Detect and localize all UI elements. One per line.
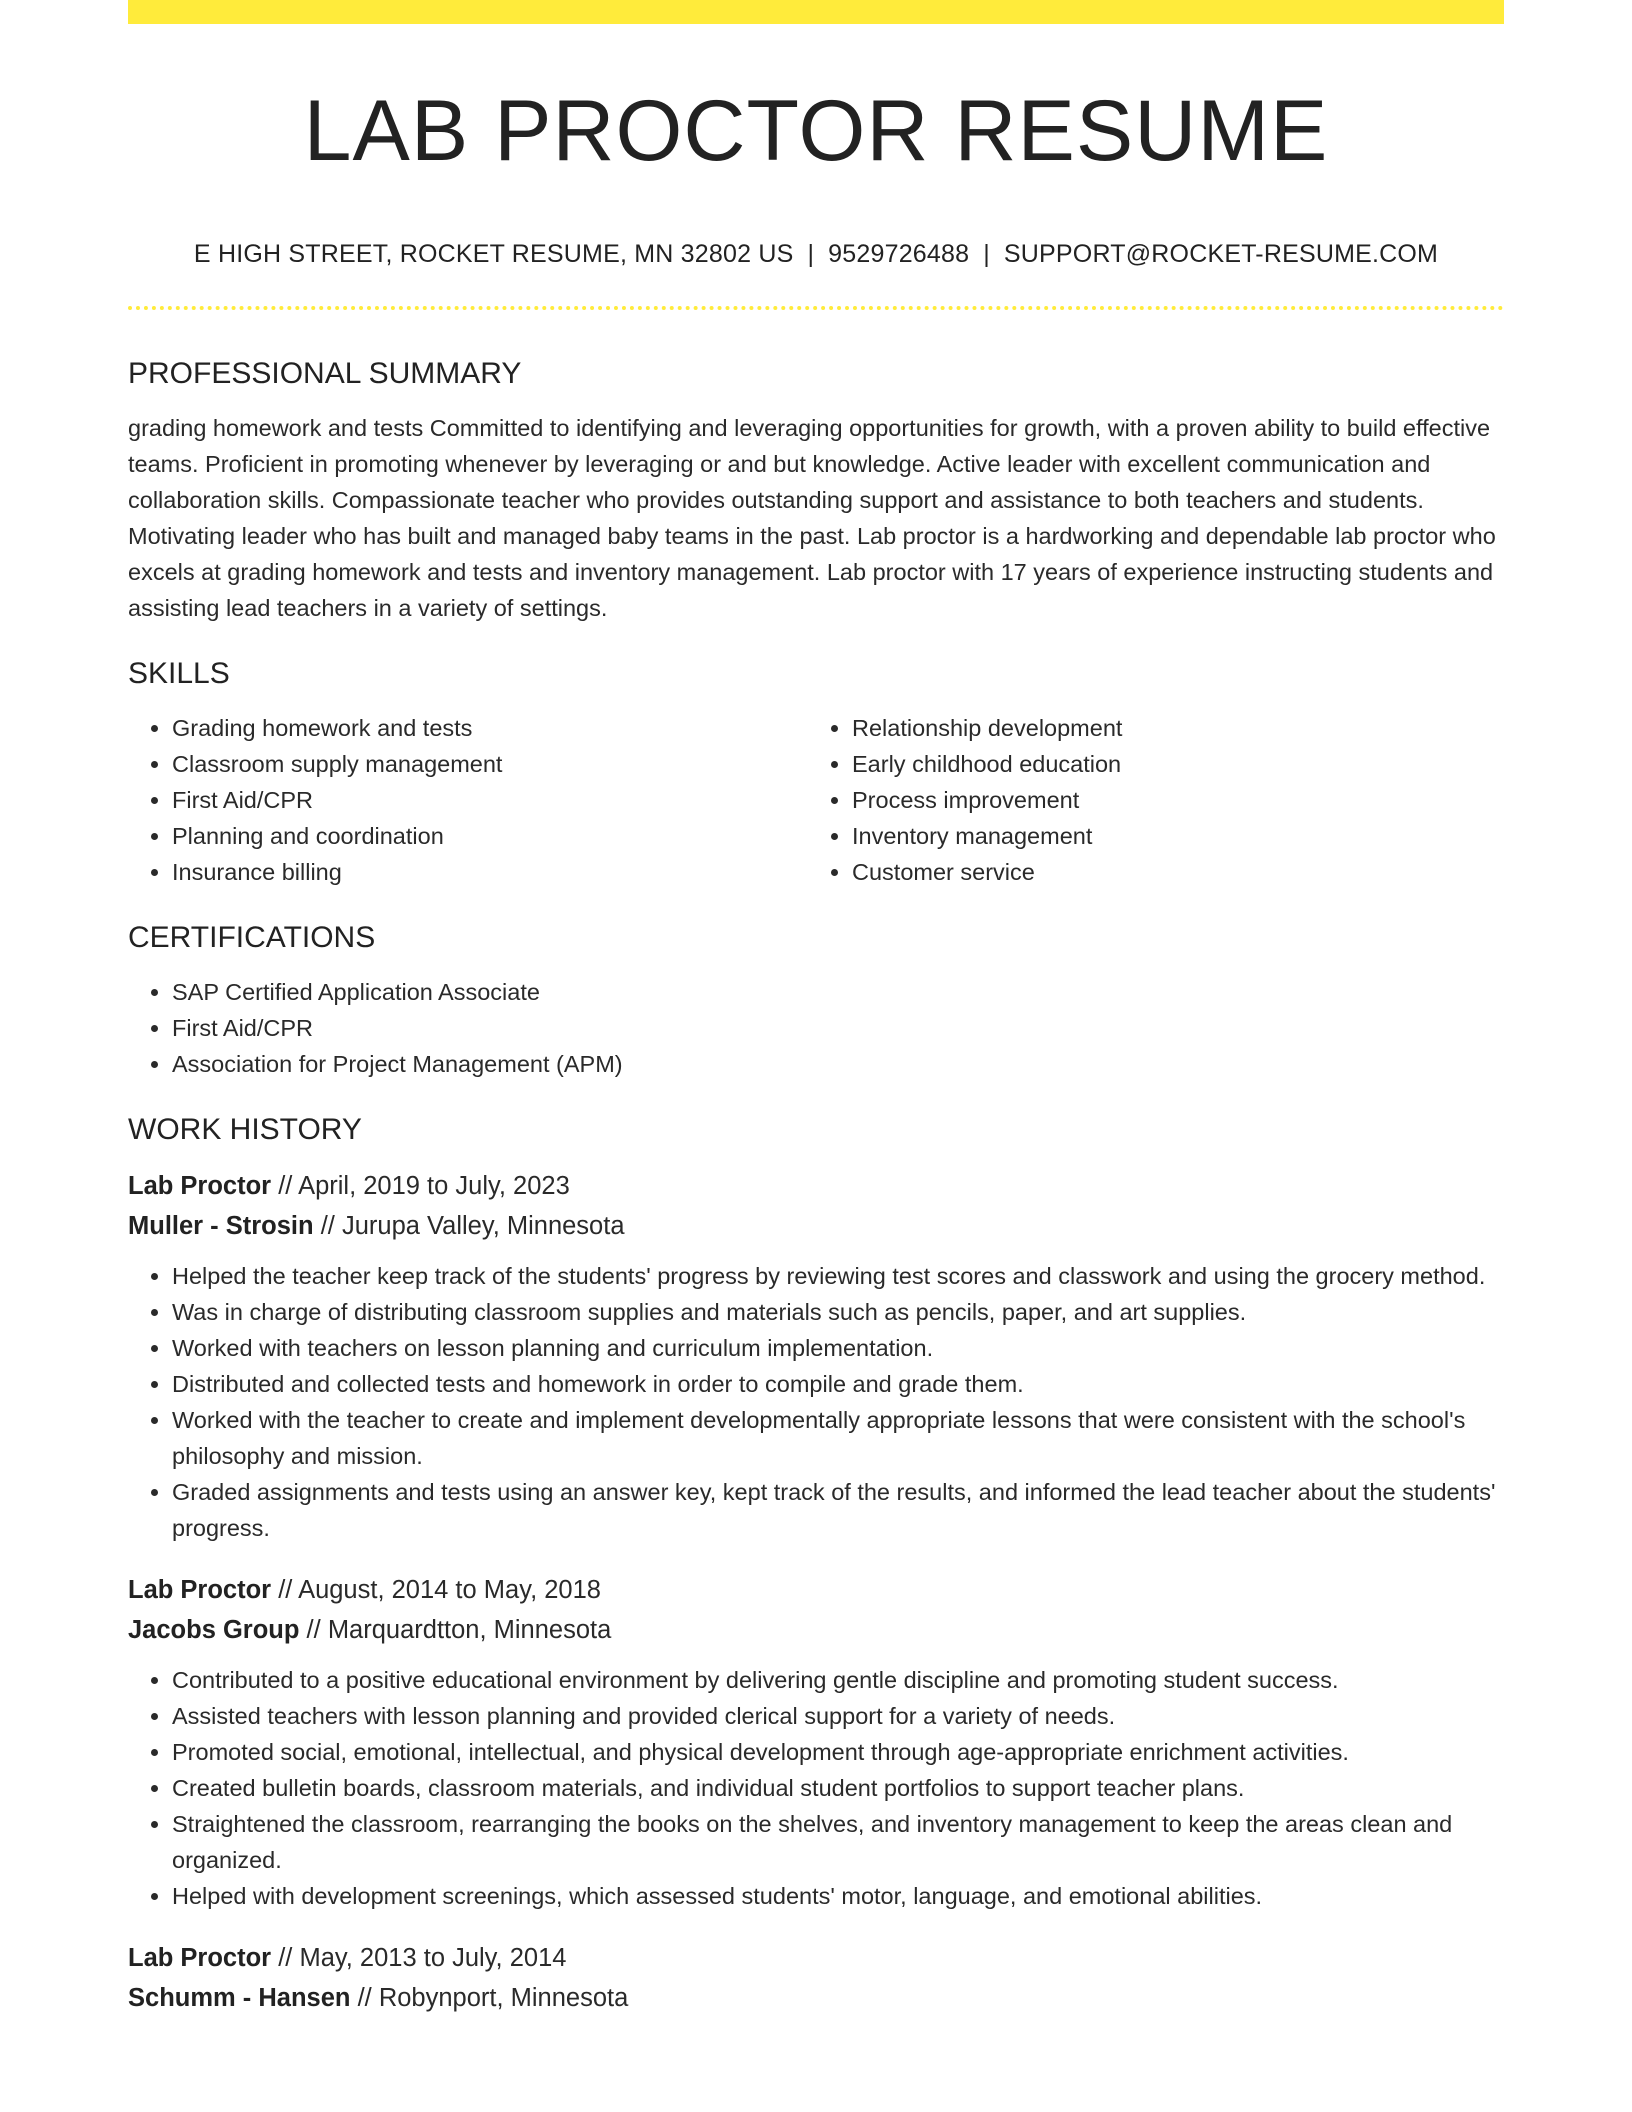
summary-heading: PROFESSIONAL SUMMARY xyxy=(128,357,522,390)
skills-grid xyxy=(128,710,1504,890)
skill-item: • Grading homework and tests xyxy=(172,710,804,746)
job-separator: // xyxy=(357,1984,372,2012)
certifications-list xyxy=(128,974,1504,1082)
contact-address: E HIGH STREET, ROCKET RESUME, MN 32802 US xyxy=(193,240,794,268)
job-title: Lab Proctor xyxy=(128,1576,272,1604)
summary-section xyxy=(128,352,1504,626)
job-bullet: • Distributed and collected tests and homework in order to compile and grade them. xyxy=(172,1366,1504,1402)
skill-item: • Classroom supply management xyxy=(172,746,804,782)
skills-list-right xyxy=(804,710,1484,890)
skill-item: • Inventory management xyxy=(852,818,1484,854)
job-entry xyxy=(128,1938,1504,2018)
work-history-section xyxy=(128,1108,1504,2018)
job-company-line xyxy=(128,1206,1504,1246)
job-bullets xyxy=(128,1258,1504,1546)
accent-top-bar xyxy=(128,0,1504,24)
skill-item: • Insurance billing xyxy=(172,854,804,890)
job-bullet: • Helped the teacher keep track of the students' progress by reviewing test scores and classwork and using the grocery method. xyxy=(172,1258,1504,1294)
job-title-line xyxy=(128,1570,1504,1610)
summary-text: grading homework and tests Committed to identifying and leveraging opportunities for growth, with a proven ability to build effective teams. Proficient in promoting whenever by leveraging or and but knowledge. Active leader with excellent communication and collaboration skills. Compassionate teacher who provides outstanding support and assistance to both teachers and students. Motivating leader who has built and managed baby teams in the past. Lab proctor is a hardworking and dependable lab proctor who excels at grading homework and tests and inventory management. Lab proctor with 17 years of experience instructing students and assisting lead teachers in a variety of settings. xyxy=(128,415,1496,621)
resume-body xyxy=(128,352,1504,2044)
job-bullet: • Worked with the teacher to create and implement developmentally appropriate lessons that were consistent with the school's philosophy and mission. xyxy=(172,1402,1504,1474)
skills-heading: SKILLS xyxy=(128,657,230,690)
contact-separator: | xyxy=(983,240,990,268)
job-entry xyxy=(128,1166,1504,1546)
job-bullet: • Worked with teachers on lesson planning and curriculum implementation. xyxy=(172,1330,1504,1366)
skill-item: • Relationship development xyxy=(852,710,1484,746)
skill-item: • Early childhood education xyxy=(852,746,1484,782)
contact-line xyxy=(128,234,1504,274)
certifications-section xyxy=(128,916,1504,1082)
job-separator: // xyxy=(278,1172,293,1200)
skills-section xyxy=(128,652,1504,890)
skills-list-left xyxy=(128,710,804,890)
job-bullet: • Created bulletin boards, classroom materials, and individual student portfolios to support teacher plans. xyxy=(172,1770,1504,1806)
dotted-divider xyxy=(128,306,1504,310)
job-bullet: • Was in charge of distributing classroom supplies and materials such as pencils, paper, and art supplies. xyxy=(172,1294,1504,1330)
job-location: Robynport, Minnesota xyxy=(378,1984,629,2012)
job-separator: // xyxy=(278,1576,293,1604)
job-company: Schumm - Hansen xyxy=(128,1984,351,2012)
job-title-line xyxy=(128,1938,1504,1978)
job-bullets xyxy=(128,1662,1504,1914)
job-bullet: • Helped with development screenings, which assessed students' motor, language, and emotional abilities. xyxy=(172,1878,1504,1914)
job-title: Lab Proctor xyxy=(128,1944,272,1972)
job-dates: August, 2014 to May, 2018 xyxy=(298,1576,601,1604)
job-company-line xyxy=(128,1978,1504,2018)
job-company-line xyxy=(128,1610,1504,1650)
skill-item: • Process improvement xyxy=(852,782,1484,818)
contact-separator: | xyxy=(807,240,815,268)
job-separator: // xyxy=(306,1616,321,1644)
job-separator: // xyxy=(320,1212,335,1240)
job-bullet: • Assisted teachers with lesson planning and provided clerical support for a variety of needs. xyxy=(172,1698,1504,1734)
skill-item: • Customer service xyxy=(852,854,1484,890)
job-location: Jurupa Valley, Minnesota xyxy=(341,1212,625,1240)
job-dates: April, 2019 to July, 2023 xyxy=(298,1172,570,1200)
job-separator: // xyxy=(278,1944,293,1972)
contact-email: SUPPORT@ROCKET-RESUME.COM xyxy=(1003,240,1439,268)
job-title: Lab Proctor xyxy=(128,1172,272,1200)
job-company: Jacobs Group xyxy=(128,1616,300,1644)
contact-phone: 9529726488 xyxy=(828,240,970,268)
job-bullet: • Promoted social, emotional, intellectual, and physical development through age-appropriate enrichment activities. xyxy=(172,1734,1504,1770)
job-bullet: • Straightened the classroom, rearranging the books on the shelves, and inventory management to keep the areas clean and organized. xyxy=(172,1806,1504,1878)
certification-item: • SAP Certified Application Associate xyxy=(172,974,1504,1010)
resume-title: LAB PROCTOR RESUME xyxy=(303,83,1329,179)
certifications-heading: CERTIFICATIONS xyxy=(128,921,376,954)
certification-item: • Association for Project Management (APM) xyxy=(172,1046,1504,1082)
job-bullet: • Contributed to a positive educational environment by delivering gentle discipline and promoting student success. xyxy=(172,1662,1504,1698)
job-entry xyxy=(128,1570,1504,1914)
certification-item: • First Aid/CPR xyxy=(172,1010,1504,1046)
skill-item: • Planning and coordination xyxy=(172,818,804,854)
job-title-line xyxy=(128,1166,1504,1206)
job-bullet: • Graded assignments and tests using an answer key, kept track of the results, and informed the lead teacher about the students' progress. xyxy=(172,1474,1504,1546)
skill-item: • First Aid/CPR xyxy=(172,782,804,818)
work-history-heading: WORK HISTORY xyxy=(128,1113,362,1146)
job-company: Muller - Strosin xyxy=(128,1212,314,1240)
job-dates: May, 2013 to July, 2014 xyxy=(299,1944,567,1972)
job-location: Marquardtton, Minnesota xyxy=(327,1616,612,1644)
